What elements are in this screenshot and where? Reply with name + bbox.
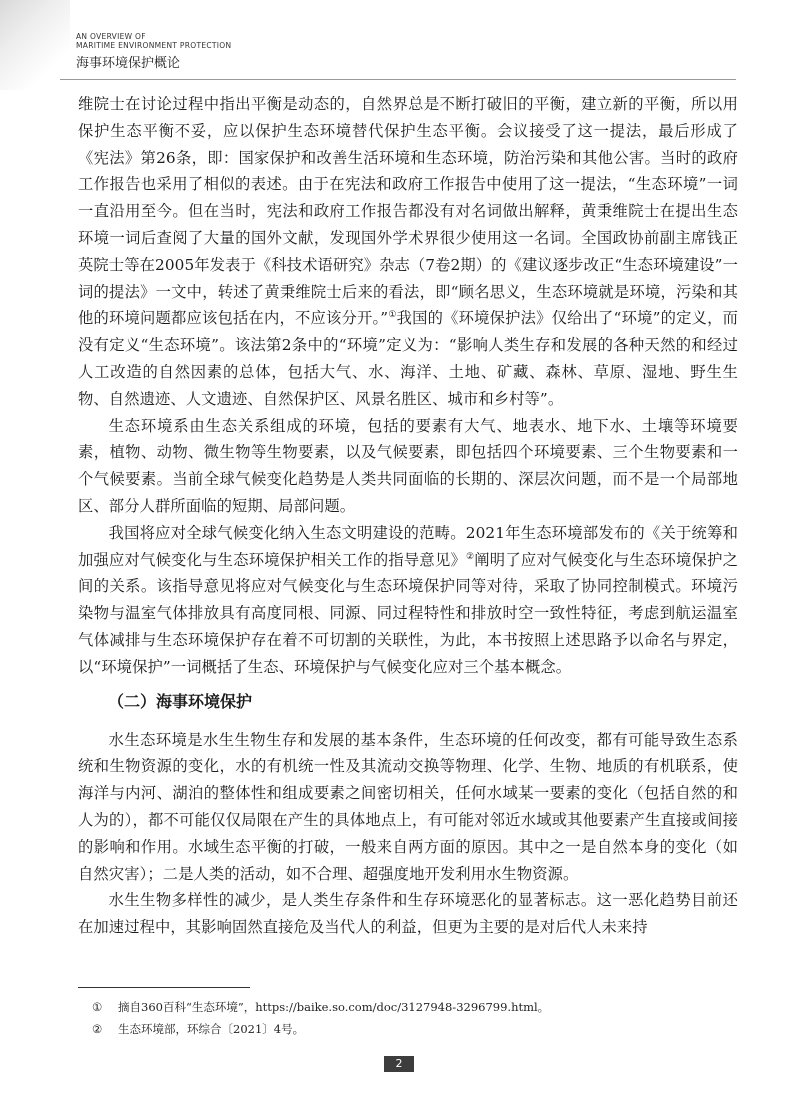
section-heading: （二）海事环境保护 [108,691,253,711]
header-english-line-2: MARITIME ENVIRONMENT PROTECTION [76,41,232,50]
page-corner-shade [0,0,70,90]
footnote-text: 摘自360百科“生态环境”，https://baike.so.com/doc/3127948-3296799.html。 [118,1000,550,1014]
page-number: 2 [384,1056,414,1072]
footnotes [92,996,732,1040]
footnote-item [92,996,732,1018]
paragraph-2: 生态环境系由生态关系组成的环境，包括的要素有大气、地表水、地下水、土壤等环境要素，植物、动物、微生物等生物要素，以及气候要素，即包括四个环境要素、三个生物要素和一个气候要素。当前全球气候变化趋势是人类共同面临的长期的、深层次问题，而不是一个局部地区、部分人群所面临的短期、局部问题。 [78,416,738,515]
header-divider [60,79,736,80]
paragraph-3-tail: 阐明了应对气候变化与生态环境保护之间的关系。该指导意见将应对气候变化与生态环境保护同等对待，采取了协同控制模式。环境污染物与温室气体排放具有高度同根、同源、同过程特性和排放时空一致性特征，考虑到航运温室气体减排与生态环境保护存在着不可切割的关联性，为此，本书按照上述思路予以命名与界定，以“环境保护”一词概括了生态、环境保护与气候变化应对三个基本概念。 [78,550,738,676]
paragraph-4: 水生态环境是水生生物生存和发展的基本条件，生态环境的任何改变，都有可能导致生态系统和生物资源的变化，水的有机统一性及其流动交换等物理、化学、生物、地质的有机联系，使海洋与内河、湖泊的整体性和组成要素之间密切相关，任何水域某一要素的变化（包括自然的和人为的），都不可能仅仅局限在产生的具体地点上，有可能对邻近水域或其他要素产生直接或间接的影响和作用。水域生态平衡的打破，一般来自两方面的原因。其中之一是自然本身的变化（如自然灾害）；二是人类的活动，如不合理、超强度地开发利用水生物资源。 [78,730,738,883]
paragraph-1-tail: 我国的《环境保护法》仅给出了“环境”的定义，而没有定义“生态环境”。该法第2条中的“环境”定义为：“影响人类生存和发展的各种天然的和经过人工改造的自然因素的总体，包括大气、水、海洋、土地、矿藏、森林、草原、湿地、野生生物、自然遗迹、人文遗迹、自然保护区、风景名胜区、城市和乡村等”。 [78,309,738,408]
paragraph-3 [78,520,738,681]
running-header [76,32,231,73]
footnote-text: 生态环境部，环综合〔2021〕4号。 [118,1022,305,1036]
header-english-line-1: AN OVERVIEW OF [76,32,146,41]
paragraph-3-text: 我国将应对全球气候变化纳入生态文明建设的范畴。2021年生态环境部发布的《关于统筹和加强应对气候变化与生态环境保护相关工作的指导意见》 [78,523,738,569]
footnote-ref-2: ② [465,551,475,562]
footnote-number: ① [92,1000,103,1014]
paragraph-1 [78,91,738,413]
main-text [78,91,738,941]
footnote-item [92,1018,732,1040]
footnote-ref-1: ① [388,310,397,321]
footnote-divider [78,987,250,988]
header-chinese-title: 海事环境保护概论 [76,56,181,71]
paragraph-1-text: 维院士在讨论过程中指出平衡是动态的，自然界总是不断打破旧的平衡，建立新的平衡，所以用保护生态平衡不妥，应以保护生态环境替代保护生态平衡。会议接受了这一提法，最后形成了《宪法》第26条，即：国家保护和改善生活环境和生态环境，防治污染和其他公害。当时的政府工作报告也采用了相似的表述。由于在宪法和政府工作报告中使用了这一提法，“生态环境”一词一直沿用至今。但在当时，宪法和政府工作报告都没有对名词做出解释，黄秉维院士在提出生态环境一词后查阅了大量的国外文献，发现国外学术界很少使用这一名词。全国政协前副主席钱正英院士等在2005年发表于《科技术语研究》杂志（7卷2期）的《建议逐步改正“生态环境建设”一词的提法》一文中，转述了黄秉维院士后来的看法，即“顾名思义，生态环境就是环境，污染和其他的环境问题都应该包括在内，不应该分开。” [78,95,738,328]
paragraph-5: 水生生物多样性的减少，是人类生存条件和生存环境恶化的显著标志。这一恶化趋势目前还在加速过程中，其影响固然直接危及当代人的利益，但更为主要的是对后代人未来持 [78,891,738,937]
footnote-number: ② [92,1022,103,1036]
